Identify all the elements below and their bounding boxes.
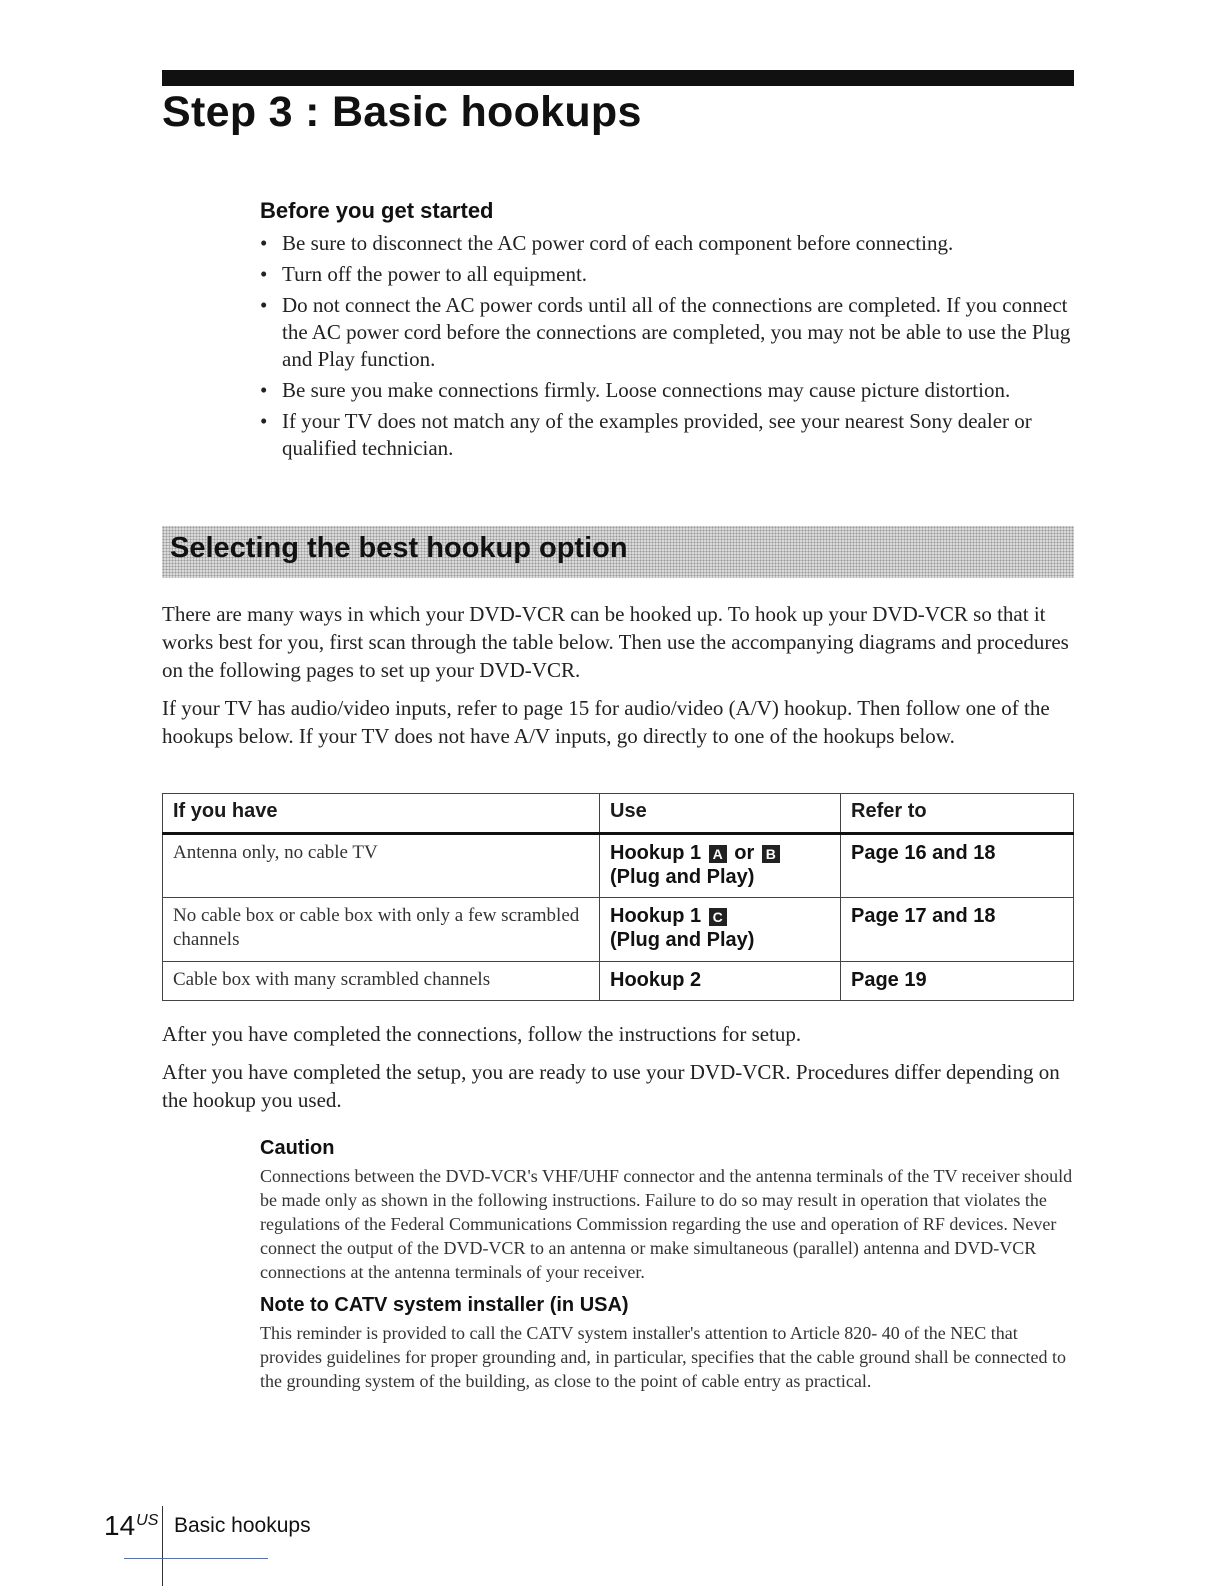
section-heading: Selecting the best hookup option: [170, 532, 628, 564]
bullet-icon: •: [260, 231, 268, 255]
list-item: • Be sure to disconnect the AC power cord of each component before connecting.: [260, 231, 954, 255]
before-you-get-started: [260, 198, 1080, 466]
catv-note-heading: Note to CATV system installer (in USA): [260, 1294, 629, 1316]
footer-divider: [162, 1506, 163, 1586]
page-number: $14^{US}$: [104, 1510, 159, 1541]
bullet-icon: •: [260, 409, 268, 433]
cell-refer: Page 17 and 18: [841, 898, 1074, 962]
intro-text: [162, 600, 1074, 760]
list-item: • Turn off the power to all equipment.: [260, 262, 588, 286]
table-row: [163, 962, 1074, 1001]
column-header-refer: Refer to: [841, 794, 1074, 834]
table-row: [163, 898, 1074, 962]
before-heading: Before you get started: [260, 198, 494, 223]
column-header-have: If you have: [163, 794, 600, 834]
cell-use: Hookup 1 C (Plug and Play): [600, 898, 841, 962]
after-paragraph: After you have completed the setup, you are ready to use your DVD-VCR. Procedures differ depending on the hookup you used.: [162, 1060, 1060, 1112]
bullet-icon: •: [260, 262, 268, 286]
list-item: • Do not connect the AC power cords until all of the connections are completed. If you connect the AC power cord before the connections are completed, you may not be able to use the Plug and Play function.: [260, 293, 1071, 371]
footer-section-name: Basic hookups: [174, 1514, 311, 1537]
hookup-table: [162, 793, 1074, 1001]
section-banner: [162, 526, 1074, 578]
page-suffix: US: [136, 1512, 159, 1529]
list-item: • Be sure you make connections firmly. Loose connections may cause picture distortion.: [260, 378, 1011, 402]
column-header-use: Use: [600, 794, 841, 834]
cell-refer: Page 16 and 18: [841, 834, 1074, 898]
catv-note-text: This reminder is provided to call the CATV system installer's attention to Article 820- 40 of the NEC that provides guidelines for proper grounding and, in particular, specifies that the cable ground shall be connected to the grounding system of the building, as close to the point of cable entry as practical.: [260, 1323, 1067, 1391]
footer-rule: [124, 1558, 268, 1559]
cell-use: Hookup 2: [600, 962, 841, 1001]
cell-refer: Page 19: [841, 962, 1074, 1001]
caution-heading: Caution: [260, 1137, 335, 1159]
bullet-icon: •: [260, 293, 268, 317]
after-text: [162, 1020, 1074, 1124]
intro-paragraph: There are many ways in which your DVD-VCR can be hooked up. To hook up your DVD-VCR so that it works best for you, first scan through the table below. Then use the accompanying diagrams and procedures on the following pages to set up your DVD-VCR.: [162, 602, 1069, 682]
letter-b-icon: B: [762, 845, 780, 863]
table-row: [163, 834, 1074, 898]
cell-have: Cable box with many scrambled channels: [163, 962, 600, 1001]
cell-use: Hookup 1 A or B (Plug and Play): [600, 834, 841, 898]
notes: [260, 1137, 1075, 1403]
before-bullet-list: [260, 230, 1080, 462]
letter-c-icon: C: [709, 908, 727, 926]
cell-have: Antenna only, no cable TV: [163, 834, 600, 898]
cell-have: No cable box or cable box with only a few scrambled channels: [163, 898, 600, 962]
table-header-row: [163, 794, 1074, 834]
caution-text: Connections between the DVD-VCR's VHF/UHF connector and the antenna terminals of the TV receiver should be made only as shown in the following instructions. Failure to do so may result in operation that violates the regulations of the Federal Communications Commission regarding the use and operation of RF devices. Never connect the output of the DVD-VCR to an antenna or make simultaneous (parallel) antenna and DVD-VCR connections at the antenna terminals of your receiver.: [260, 1166, 1073, 1282]
bullet-icon: •: [260, 378, 268, 402]
page-title: Step 3 : Basic hookups: [162, 88, 642, 136]
title-rule: [162, 70, 1074, 86]
letter-a-icon: A: [709, 845, 727, 863]
list-item: • If your TV does not match any of the examples provided, see your nearest Sony dealer or qualified technician.: [260, 409, 1032, 460]
intro-paragraph: If your TV has audio/video inputs, refer to page 15 for audio/video (A/V) hookup. Then follow one of the hookups below. If your TV does not have A/V inputs, go directly to one of the hookups below.: [162, 696, 1050, 748]
after-paragraph: After you have completed the connections, follow the instructions for setup.: [162, 1022, 802, 1046]
